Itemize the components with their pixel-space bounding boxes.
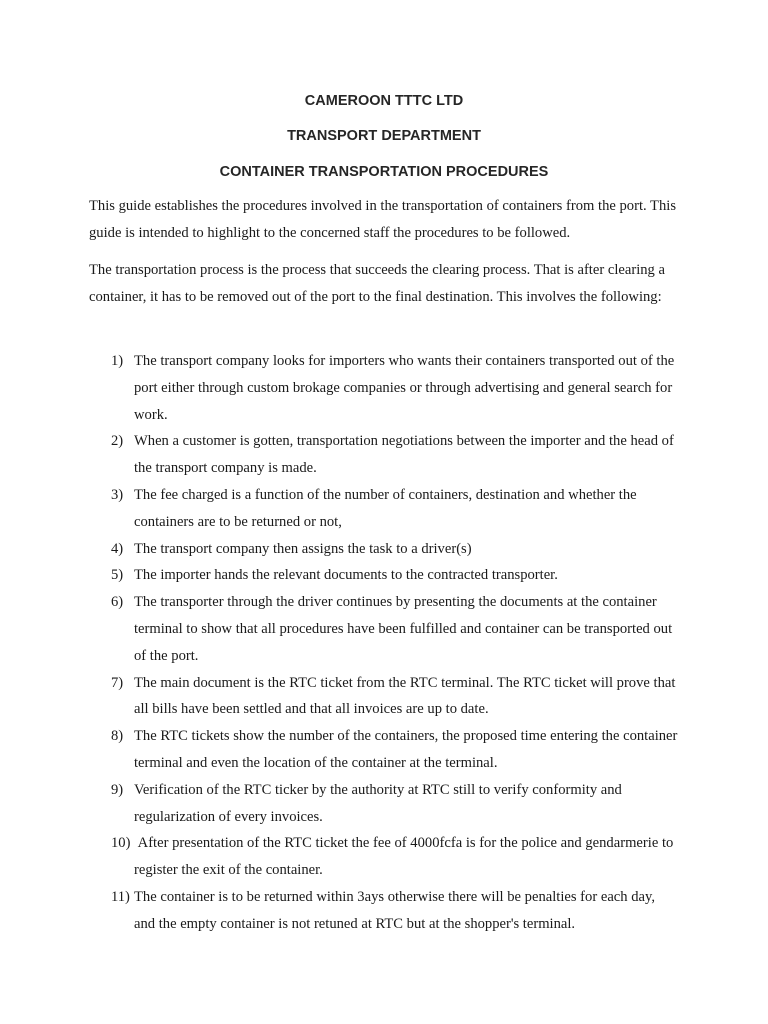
- list-item: [89, 723, 679, 777]
- list-item-text: The transporter through the driver continues by presenting the documents at the container terminal to show that all procedures have been fulfilled and container can be transported out of the port.: [134, 594, 673, 664]
- list-item-text: Verification of the RTC ticker by the authority at RTC still to verify conformity and regularization of every invoices.: [134, 781, 622, 825]
- list-item-text: The fee charged is a function of the number of containers, destination and whether the containers are to be returned or not,: [134, 486, 637, 530]
- list-item-number: 6): [111, 594, 124, 611]
- list-item-number: 1): [111, 353, 124, 369]
- document-title: CONTAINER TRANSPORTATION PROCEDURES: [219, 164, 549, 180]
- list-item: [89, 830, 679, 884]
- list-item: [89, 348, 679, 428]
- list-item-number: 4): [111, 540, 124, 557]
- list-item-text: The importer hands the relevant documents to the contracted transporter.: [134, 567, 558, 584]
- list-item-text: The RTC tickets show the number of the containers, the proposed time entering the container terminal and even the location of the container at the terminal.: [134, 728, 678, 771]
- intro-paragraph: This guide establishes the procedures involved in the transportation of containers from the port. This guide is intended to highlight to the concerned staff the procedures to be followed.: [89, 198, 676, 241]
- list-item: [89, 777, 679, 831]
- list-item: [89, 482, 679, 536]
- list-item-text: After presentation of the RTC ticket the fee of 4000fcfa is for the police and gendarmerie to register the exit of the container.: [134, 835, 674, 879]
- list-item: [89, 562, 679, 589]
- list-item-text: The container is to be returned within 3ays otherwise there will be penalties for each day, and the empty container is not retuned at RTC but at the shopper's terminal.: [134, 888, 655, 932]
- list-item-number: 3): [111, 486, 124, 503]
- list-item-text: The main document is the RTC ticket from the RTC terminal. The RTC ticket will prove that all bills have been settled and that all invoices are up to date.: [134, 674, 676, 718]
- list-item-number: 5): [111, 567, 124, 584]
- list-item-number: 10): [111, 835, 131, 852]
- department-heading: TRANSPORT DEPARTMENT: [287, 128, 481, 144]
- list-item: [89, 670, 679, 724]
- list-item-text: The transport company looks for importers who wants their containers transported out of the port either through custom brokage companies or through advertising and general search for work.: [134, 353, 675, 423]
- procedure-list: [89, 348, 689, 938]
- list-item-text: When a customer is gotten, transportation negotiations between the importer and the head of the transport company is made.: [134, 433, 674, 477]
- list-item-number: 8): [111, 728, 124, 745]
- company-name-heading: CAMEROON TTTC LTD: [304, 93, 464, 109]
- list-item: [89, 589, 679, 669]
- list-item-number: 7): [111, 674, 124, 691]
- list-item-text: The transport company then assigns the task to a driver(s): [134, 540, 472, 557]
- process-paragraph: The transportation process is the process that succeeds the clearing process. That is after clearing a container, it has to be removed out of the port to the final destination. This involves the following:: [89, 262, 665, 305]
- list-item-number: 2): [111, 433, 124, 450]
- list-item: [89, 536, 679, 563]
- list-item-number: 11): [111, 888, 130, 905]
- list-item-number: 9): [111, 781, 124, 798]
- list-item: [89, 428, 679, 482]
- list-item: [89, 884, 679, 938]
